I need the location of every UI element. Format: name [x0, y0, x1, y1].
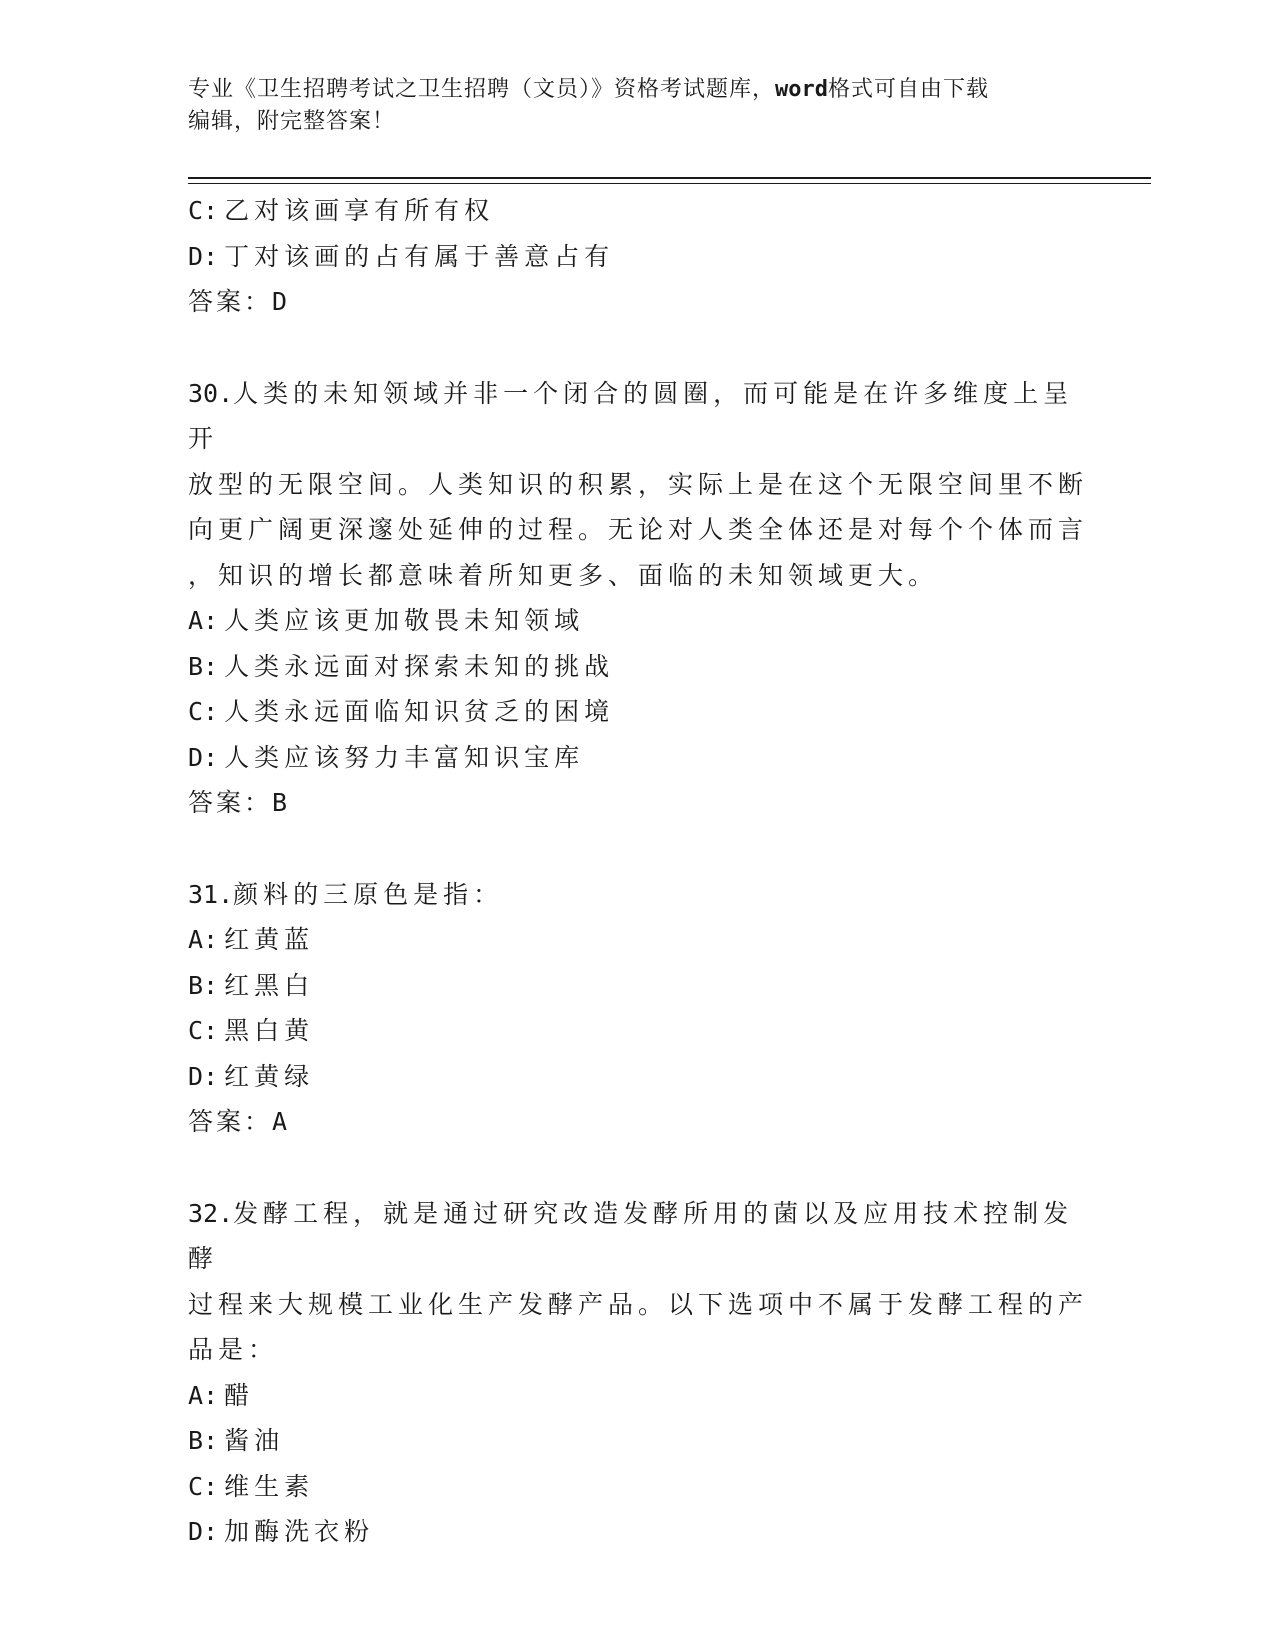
question-30-stem	[188, 371, 1088, 599]
question-32-stem	[188, 1191, 1088, 1373]
stem-text: 颜料的三原色是指：	[233, 879, 504, 909]
option-letter: C:	[188, 1471, 219, 1501]
question-number: 30.	[188, 378, 234, 408]
option-letter: A:	[188, 606, 219, 635]
option-text: 红黄蓝	[224, 925, 315, 954]
stem-line	[188, 371, 1088, 462]
option-text: 人类永远面临知识贫乏的困境	[224, 697, 615, 726]
option-text: 酱油	[224, 1426, 285, 1455]
header-divider-thick	[188, 177, 1151, 179]
option-letter: B:	[188, 1426, 219, 1455]
option-a	[188, 917, 1088, 963]
answer-label: 答案：	[188, 788, 273, 817]
option-b	[188, 963, 1088, 1009]
header-word: word	[775, 77, 828, 102]
page-header	[188, 74, 1088, 138]
answer-value: B	[272, 788, 288, 817]
answer-label: 答案：	[188, 287, 273, 316]
header-line-2: 编辑，附完整答案！	[188, 109, 396, 134]
option-text: 人类永远面对探索未知的挑战	[224, 651, 615, 681]
option-a	[188, 598, 1088, 644]
answer-line	[188, 780, 1088, 826]
question-number: 31.	[188, 879, 234, 909]
stem-text: 发酵工程，就是通过研究改造发酵所用的菌以及应用技术控制发酵	[188, 1198, 1074, 1273]
option-d	[188, 735, 1088, 781]
stem-line: 过程来大规模工业化生产发酵产品。以下选项中不属于发酵工程的产	[188, 1289, 1089, 1319]
option-letter: B:	[188, 651, 219, 681]
option-letter: D:	[188, 241, 219, 271]
stem-line	[188, 1191, 1088, 1282]
option-text: 人类应该努力丰富知识宝库	[224, 742, 585, 772]
option-text: 乙对该画享有所有权	[224, 196, 495, 225]
option-c	[188, 689, 1088, 735]
spacer	[188, 1145, 1088, 1191]
option-a	[188, 1373, 1088, 1419]
option-text: 红黄绿	[224, 1061, 315, 1091]
option-d	[188, 1054, 1088, 1100]
option-text: 人类应该更加敬畏未知领域	[224, 606, 585, 635]
answer-label: 答案：	[188, 1107, 273, 1136]
answer-value: D	[272, 287, 288, 316]
option-letter: B:	[188, 970, 219, 1000]
option-letter: A:	[188, 1380, 219, 1410]
option-letter: C:	[188, 196, 219, 225]
option-b	[188, 1418, 1088, 1464]
option-d	[188, 234, 1088, 280]
stem-line: 向更广阔更深邃处延伸的过程。无论对人类全体还是对每个个体而言	[188, 515, 1089, 544]
spacer	[188, 826, 1088, 872]
header-text-after: 格式可自由下载	[828, 77, 990, 102]
stem-line: 品是：	[188, 1335, 279, 1364]
answer-line	[188, 279, 1088, 325]
option-c	[188, 188, 1088, 234]
option-text: 醋	[224, 1380, 255, 1410]
question-number: 32.	[188, 1198, 234, 1228]
header-text-before: 专业《卫生招聘考试之卫生招聘（文员）》资格考试题库，	[188, 77, 776, 102]
option-d	[188, 1509, 1088, 1555]
option-letter: D:	[188, 742, 219, 772]
option-letter: A:	[188, 925, 219, 954]
option-b	[188, 644, 1088, 690]
header-line-1	[188, 74, 1088, 106]
option-text: 维生素	[224, 1471, 315, 1501]
spacer	[188, 325, 1088, 371]
option-letter: D:	[188, 1517, 219, 1546]
question-31-stem	[188, 872, 1088, 918]
option-letter: C:	[188, 697, 219, 726]
stem-line: ，知识的增长都意味着所知更多、面临的未知领域更大。	[188, 560, 939, 590]
option-letter: C:	[188, 1016, 219, 1045]
question-list	[188, 188, 1088, 1555]
option-letter: D:	[188, 1061, 219, 1091]
option-text: 丁对该画的占有属于善意占有	[224, 241, 615, 271]
header-divider-thin	[188, 183, 1151, 184]
stem-line: 放型的无限空间。人类知识的积累，实际上是在这个无限空间里不断	[188, 469, 1089, 499]
option-c	[188, 1008, 1088, 1054]
option-c	[188, 1464, 1088, 1510]
option-text: 黑白黄	[224, 1016, 315, 1045]
answer-value: A	[272, 1107, 288, 1136]
option-text: 加酶洗衣粉	[224, 1517, 375, 1546]
option-text: 红黑白	[224, 970, 315, 1000]
answer-line	[188, 1099, 1088, 1145]
stem-text: 人类的未知领域并非一个闭合的圆圈，而可能是在许多维度上呈开	[188, 378, 1074, 453]
